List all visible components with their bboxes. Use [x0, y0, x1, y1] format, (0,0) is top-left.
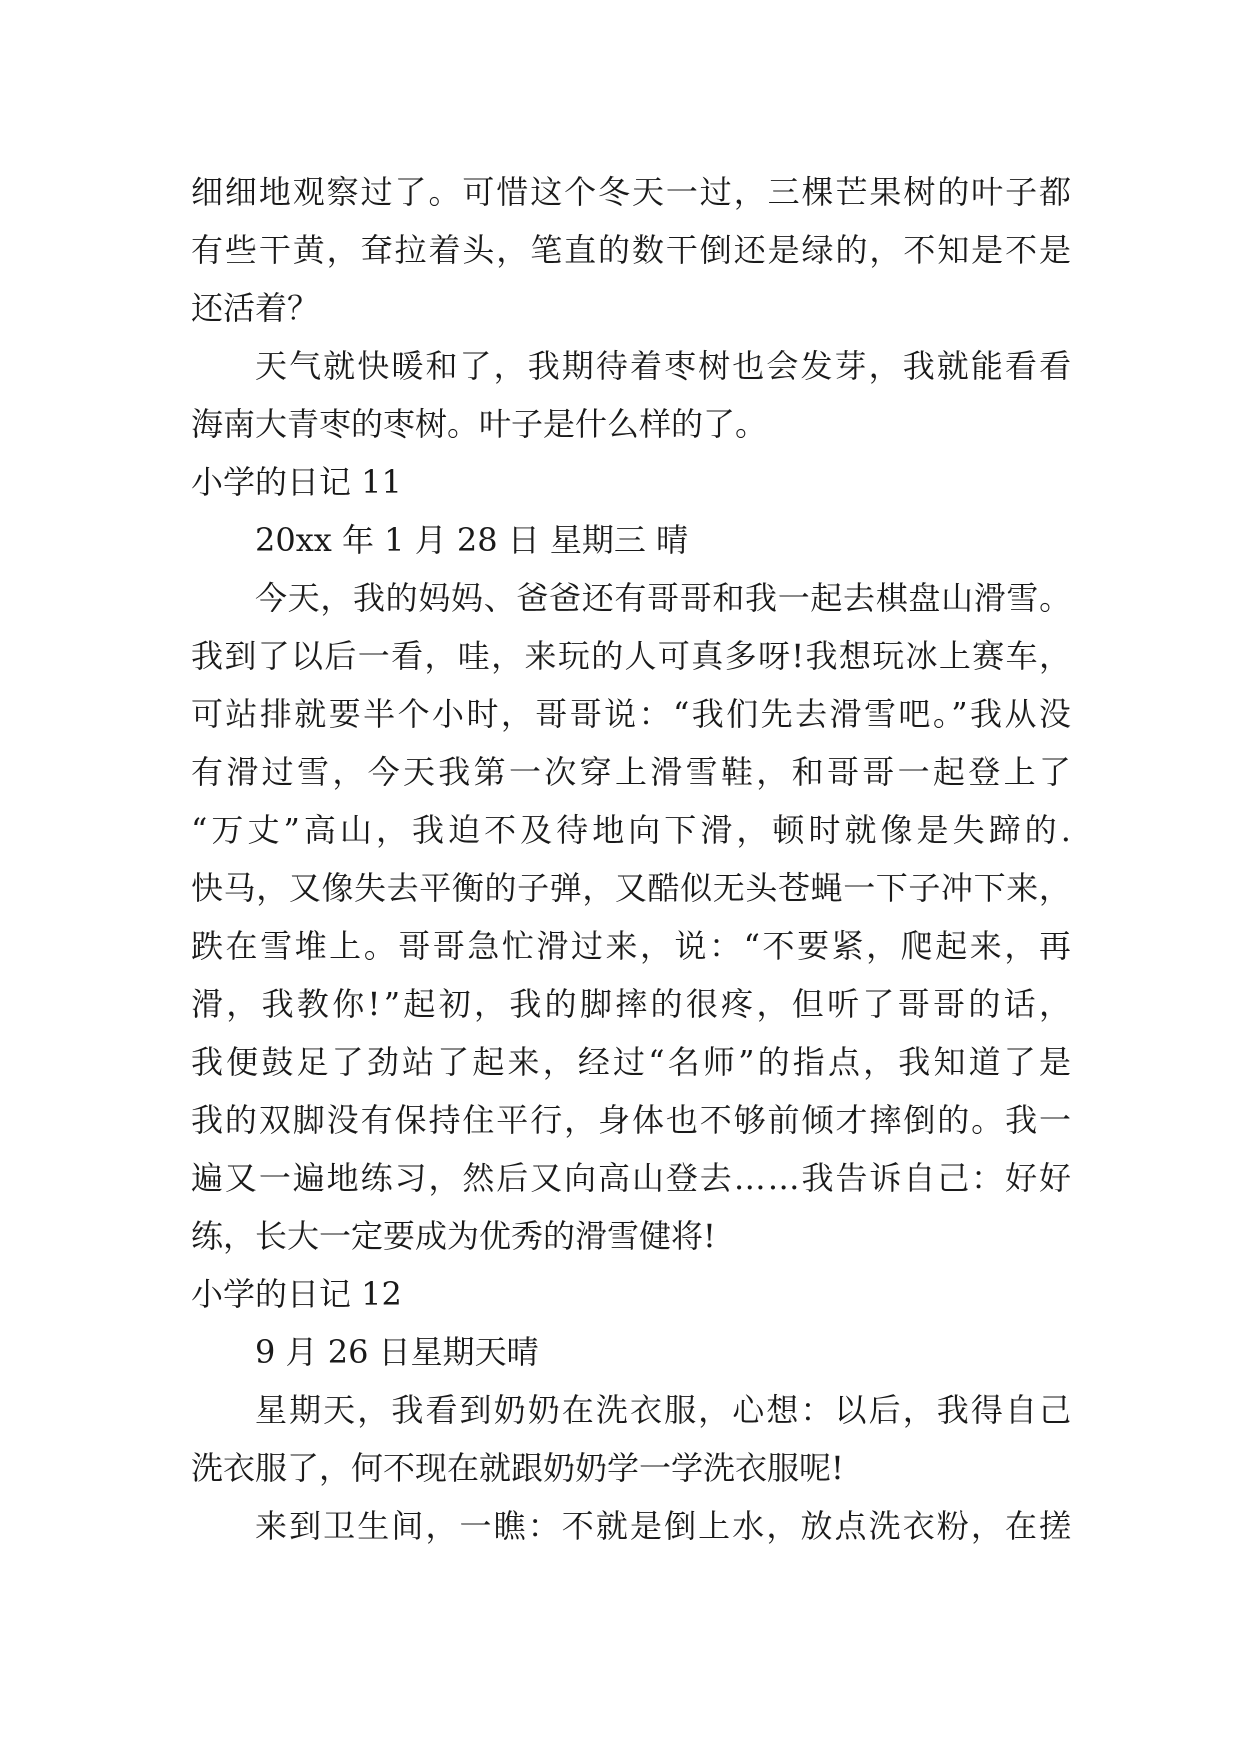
- text-line-content: 滑，我教你!”起初，我的脚摔的很疼，但听了哥哥的话，: [191, 985, 1075, 1023]
- text-line: [191, 917, 1074, 975]
- section-heading-text: 小学的日记 12: [191, 1275, 402, 1313]
- text-line-content: 洗衣服了，何不现在就跟奶奶学一学洗衣服呢!: [191, 1449, 844, 1487]
- text-line: [191, 221, 1071, 279]
- text-line: [191, 279, 1071, 337]
- section-heading: [191, 1265, 1071, 1323]
- text-line: [191, 569, 1071, 627]
- text-line-content: 快马，又像失去平衡的子弹，又酷似无头苍蝇一下子冲下来，: [191, 869, 1072, 907]
- text-line-content: 练，长大一定要成为优秀的滑雪健将!: [191, 1217, 716, 1255]
- text-line: [191, 1091, 1071, 1149]
- text-line-content: 9 月 26 日星期天晴: [255, 1333, 539, 1371]
- text-line-content: 星期天，我看到奶奶在洗衣服，心想：以后，我得自己: [255, 1391, 1074, 1429]
- text-line: [191, 685, 1074, 743]
- text-line: [191, 1497, 1074, 1555]
- text-line-content: 我的双脚没有保持住平行，身体也不够前倾才摔倒的。我一: [191, 1101, 1073, 1139]
- text-line: [191, 1381, 1074, 1439]
- text-line: [191, 1207, 1071, 1265]
- text-line-content: 20xx 年 1 月 28 日 星期三 晴: [255, 521, 689, 559]
- text-line: [191, 859, 1071, 917]
- section-heading-text: 小学的日记 11: [191, 463, 402, 501]
- text-line: [191, 743, 1075, 801]
- text-line: [191, 1149, 1071, 1207]
- text-line: [191, 1033, 1075, 1091]
- section-heading: [191, 453, 1071, 511]
- text-line-content: 有滑过雪，今天我第一次穿上滑雪鞋，和哥哥一起登上了: [191, 753, 1075, 791]
- text-line-content: 来到卫生间，一瞧：不就是倒上水，放点洗衣粉，在搓: [255, 1507, 1074, 1545]
- text-line: [191, 975, 1075, 1033]
- text-line: [191, 1323, 1071, 1381]
- text-line: [191, 1439, 1071, 1497]
- document-body: [191, 163, 1075, 1555]
- text-line: [191, 801, 1075, 859]
- text-line-content: 我便鼓足了劲站了起来，经过“名师”的指点，我知道了是: [191, 1043, 1075, 1081]
- text-line-content: 遍又一遍地练习，然后又向高山登去……我告诉自己：好好: [191, 1159, 1073, 1197]
- text-line-content: 还活着？: [191, 289, 320, 327]
- text-line-content: “万丈”高山，我迫不及待地向下滑，顿时就像是失蹄的.: [191, 811, 1075, 849]
- text-line-content: 有些干黄，耷拉着头，笔直的数干倒还是绿的，不知是不是: [191, 231, 1073, 269]
- text-line-content: 天气就快暖和了，我期待着枣树也会发芽，我就能看看: [255, 347, 1074, 385]
- text-line-content: 跌在雪堆上。哥哥急忙滑过来，说：“不要紧，爬起来，再: [191, 927, 1074, 965]
- text-line-content: 细细地观察过了。可惜这个冬天一过，三棵芒果树的叶子都: [191, 173, 1073, 211]
- text-line: [191, 627, 1071, 685]
- text-line: [191, 337, 1074, 395]
- text-line: [191, 511, 1071, 569]
- text-line: [191, 163, 1071, 221]
- text-line-content: 可站排就要半个小时，哥哥说：“我们先去滑雪吧。”我从没: [191, 695, 1074, 733]
- text-line-content: 我到了以后一看，哇，来玩的人可真多呀!我想玩冰上赛车，: [191, 637, 1073, 675]
- text-line-content: 海南大青枣的枣树。叶子是什么样的了。: [191, 405, 768, 443]
- text-line: [191, 395, 1071, 453]
- text-line-content: 今天，我的妈妈、爸爸还有哥哥和我一起去棋盘山滑雪。: [255, 579, 1072, 617]
